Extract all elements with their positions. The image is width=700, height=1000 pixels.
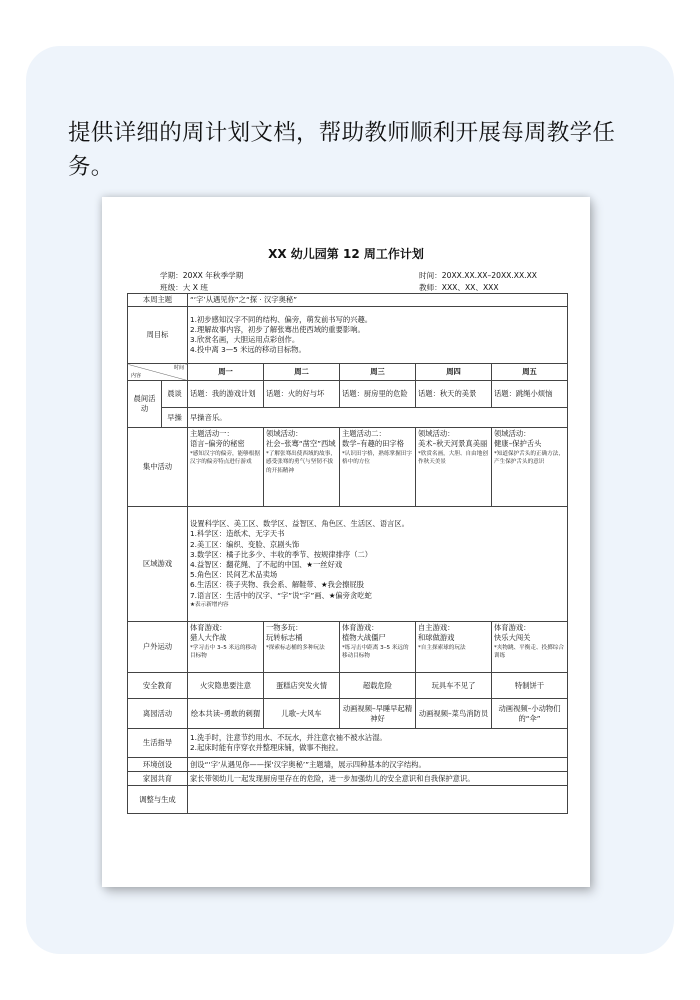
leave-cell: 动画视频–小动物们的“伞” [492, 699, 568, 729]
outdoor-cell: 一物多玩： 玩转标志桶 *探索标志桶的多种玩法 [264, 622, 340, 673]
group-label: 集中活动 [128, 428, 188, 507]
talk-cell: 话题：厨房里的危险 [340, 381, 416, 408]
table-row [128, 673, 568, 699]
time-text: 时间：20XX.XX.XX–20XX.XX.XX [419, 271, 537, 280]
exercise-label: 早操 [162, 408, 188, 428]
table-row [128, 699, 568, 729]
semester-text: 学期：20XX 年秋季学期 [160, 271, 244, 280]
class-text: 班级：大 X 班 [160, 283, 208, 292]
document-title: XX 幼儿园第 12 周工作计划 [268, 247, 424, 261]
area-label: 区域游戏 [128, 507, 188, 622]
table-row [128, 294, 568, 307]
exercise-value: 早操音乐。 [188, 408, 568, 428]
talk-cell: 话题：跳绳小烦恼 [492, 381, 568, 408]
area-cell: 设置科学区、美工区、数学区、益智区、角色区、生活区、语言区。 1.科学区：造纸术、无字天书 2.美工区：编织、变脸、京剧头饰 3.数学区：橘子比多少、丰收的季节、按规律排序（二） 4.益智区：翻花绳、了不起的中国、★一丝好戏 5.角色区：民间艺术品卖场 6.生活区：筷子夹物、我会系、解鞋带、★我会擦屁股 7.语言区：生活中的汉字、“字”说“字”画、★偏旁贪吃蛇 ★表示新增内容 [188, 507, 568, 622]
headline: 提供详细的周计划文档，帮助教师顺利开展每周教学任务。 [68, 120, 616, 180]
goal-cell [188, 307, 568, 364]
goal-label: 周目标 [128, 307, 188, 364]
talk-cell: 话题：秋天的美景 [416, 381, 492, 408]
day-header: 周一 [188, 364, 264, 381]
day-header: 周二 [264, 364, 340, 381]
day-header: 周五 [492, 364, 568, 381]
home-value: 家长带领幼儿一起发现厨房里存在的危险，进一步加强幼儿的安全意识和自我保护意识。 [188, 772, 568, 786]
outdoor-cell: 体育游戏： 猎人大作战 *学习击中 3–5 米远的移动目标物 [188, 622, 264, 673]
safety-cell: 特制饼干 [492, 673, 568, 699]
outdoor-label: 户外运动 [128, 622, 188, 673]
leave-cell: 动画视频–菜鸟消防员 [416, 699, 492, 729]
group-cell: 领域活动： 社会–张骞“凿空”西域 *了解张骞出使西域的故事，感受张骞的勇气与坚韧不拔的开拓精神 [264, 428, 340, 507]
life-label: 生活指导 [128, 729, 188, 758]
safety-cell: 火灾隐患要注意 [188, 673, 264, 699]
theme-label: 本周主题 [128, 294, 188, 307]
day-header: 周四 [416, 364, 492, 381]
talk-cell: 话题：我的游戏计划 [188, 381, 264, 408]
goal-line: 1.初步感知汉字不同的结构、偏旁，萌发前书写的兴趣。 [190, 314, 373, 324]
table-row [128, 622, 568, 673]
table-row [128, 381, 568, 408]
group-cell: 领域活动： 健康–保护舌头 *知道保护舌头的正确方法，产生保护舌头的意识 [492, 428, 568, 507]
group-cell: 领域活动： 美术–秋天河景真美丽 *欣赏名画，大胆、自由地创作秋天美景 [416, 428, 492, 507]
group-cell: 主题活动二： 数学–有趣的田字格 *认识田字格，熟练掌握田字格中的方位 [340, 428, 416, 507]
table-row [128, 428, 568, 507]
life-cell: 1.洗手时，注意节约用水、不玩水，并注意衣袖不被水沾湿。 2.起床时能有序穿衣并整理床铺，做事不拖拉。 [188, 729, 568, 758]
table-row [128, 507, 568, 622]
leave-cell: 儿歌–大风车 [264, 699, 340, 729]
goal-line: 4.投中离 3—5 米远的移动目标物。 [190, 345, 306, 355]
leave-cell: 动画视频–早睡早起精神好 [340, 699, 416, 729]
leave-label: 离园活动 [128, 699, 188, 729]
env-value: 创设“‘字’从遇见你——探‘汉字奥秘’”主题墙，展示四种基本的汉字结构。 [188, 758, 568, 772]
table-row [128, 307, 568, 364]
leave-cell: 绘本共读–勇敢的刺猬 [188, 699, 264, 729]
table-row [128, 408, 568, 428]
corner-cell [128, 364, 188, 381]
home-label: 家园共育 [128, 772, 188, 786]
theme-value: “‘字’从遇见你”之“探 · 汉字奥秘” [188, 294, 568, 307]
day-header: 周三 [340, 364, 416, 381]
document-page [102, 197, 590, 887]
group-cell: 主题活动一： 语言–偏旁的秘密 *感知汉字的偏旁，能够根据汉字的偏旁特点进行游戏 [188, 428, 264, 507]
outdoor-cell: 体育游戏： 快乐大闯关 *夹物跳、平衡走、投掷综合训练 [492, 622, 568, 673]
env-label: 环境创设 [128, 758, 188, 772]
outdoor-cell: 体育游戏： 植物大战僵尸 *练习击中距离 3–5 米远的移动目标物 [340, 622, 416, 673]
weekly-plan-table [127, 293, 568, 814]
table-row [128, 786, 568, 814]
adjust-value [188, 786, 568, 814]
talk-cell: 话题：火的好与坏 [264, 381, 340, 408]
corner-content: 内容 [131, 373, 142, 380]
table-row [128, 364, 568, 381]
corner-time: 时间 [173, 365, 184, 372]
teachers-text: 教师：XXX、XX、XXX [419, 283, 499, 292]
goal-line: 2.理解故事内容，初步了解张骞出使西域的重要影响。 [190, 325, 365, 334]
morning-label: 晨间活动 [128, 381, 162, 428]
safety-cell: 玩具车不见了 [416, 673, 492, 699]
adjust-label: 调整与生成 [128, 786, 188, 814]
table-row [128, 772, 568, 786]
goal-line: 3.欣赏名画，大胆运用点彩创作。 [190, 335, 300, 345]
safety-cell: 超载危险 [340, 673, 416, 699]
outdoor-cell: 自主游戏： 和球做游戏 *自主探索球的玩法 [416, 622, 492, 673]
safety-cell: 蛋糕店突发火情 [264, 673, 340, 699]
table-row [128, 729, 568, 758]
table-row [128, 758, 568, 772]
safety-label: 安全教育 [128, 673, 188, 699]
talk-label: 晨谈 [162, 381, 188, 408]
